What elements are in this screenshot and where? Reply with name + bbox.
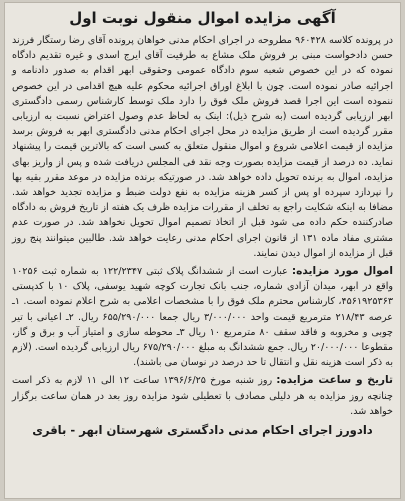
notice-body: در پرونده کلاسه ۹۶۰۴۲۸ مطروحه در اجرای احکام مدنی خواهان پرونده آقای رضا رستگار فرزند حسن دادخواست مبنی بر فروش ملک مشاع به طرفیت آقای ایرج اسدی و غیره تقدیم دادگاه نموده که در این خصوص شعبه سوم دادگاه عمومی وحقوقی ابهر اقدام به صدور دادنامه و اجرائیه صادر نموده است. چون با ابلاغ اوراق اجرائیه محکوم علیه هیچ اقدامی در این خصوص ننموده است این اجرا قصد فروش ملک فوق را دارد ملک توسط کارشناس رسمی دادگستری ابهر ارزیابی گردیده است (به شرح ذیل): اینک به لحاظ عدم وصول اعتراض نسبت به ارزیابی مقرر گردیده است از طریق مزایده در محل اجرای احکام مدنی دادگستری ابهر به فروش برسد مزایده از قیمت اعلامی شروع و اموال منقول متعلق به کسی است که بالاترین قیمت را پیشنهاد نماید. ده درصد از قیمت مزایده بصورت وجه نقد فی المجلس دریافت شده و پس از واریز بهای مزایده، اموال به برنده تحویل داده خواهد شد. در صورتیکه برنده مزایده در موعد مقرر بقیه بها را نپردازد سپرده او پس از کسر هزینه مزایده به نفع دولت ضبط و مزایده تجدید خواهد شد. مضافا به اینکه شکایت راجع به تخلف از مقررات مزایده ظرف یک هفته از تاریخ فروش به دادگاه صادرکننده حکم داده می شود قبل از اتخاذ تصمیم اموال تحویل نخواهد شد. در صورت عدم مشتری مفاد ماده ۱۳۱ از قانون اجرای احکام مدنی رعایت خواهد شد. طالبین میتوانند پنج روز قبل از مزایده از اموال دیدن نمایند. (12, 35, 393, 259)
property-text: عبارت است از ششدانگ پلاک ثبتی ۱۲۲/۲۳۴۷ به شماره ثبت ۱۰۲۵۶ واقع در ابهر، میدان آزادی شماره، جنب بانک تجارت کوچه شهید یوسفی، پلاک ۱۰ با کدپستی ۴۵۶۱۹۲۵۳۶۳، کارشناس محترم ملک فوق را با مشخصات اعلامی به شرح اعلام نموده است. ۱ـ عرصه ۲۱۸/۴۳ مترمربع قیمت واحد ۳/۰۰۰/۰۰۰ ریال جمعا ۶۵۵/۲۹۰/۰۰۰ ریال. ۲ـ اعیانی با تیر چوبی و مخروبه و فاقد سقف ۸۰ مترمربع ۱۰ ریال ۳ـ محوطه سازی و امتیاز آب و برق و گاز، مقطوعا ۲۰/۰۰۰/۰۰۰ ریال. جمع ششدانگ به مبلغ ۶۷۵/۲۹۰/۰۰۰ ریال ارزیابی گردیده است. (لازم به ذکر است هزینه نقل و انتقال تا حد درصد در نوسان می باشند). (12, 266, 394, 369)
auction-time-heading: تاریخ و ساعت مزایده: (276, 374, 393, 387)
auction-time-section (12, 373, 393, 419)
notice-signature: دادورز اجرای احکام مدنی دادگستری شهرستان ابهر - باقری (32, 423, 373, 438)
property-heading: اموال مورد مزایده: (291, 265, 393, 278)
newspaper-notice (4, 2, 401, 499)
property-section (12, 264, 393, 370)
auction-time-text: روز شنبه مورخ ۱۳۹۶/۶/۲۵ ساعت ۱۲ الی ۱۱ لازم به ذکر است چنانچه روز مزایده به هر دلیلی مصادف با تعطیلی شود مزایده روز بعد در همان ساعت برگزار خواهد شد. (12, 375, 393, 417)
notice-title: آگهی مزایده اموال منقول نوبت اول (69, 9, 336, 27)
